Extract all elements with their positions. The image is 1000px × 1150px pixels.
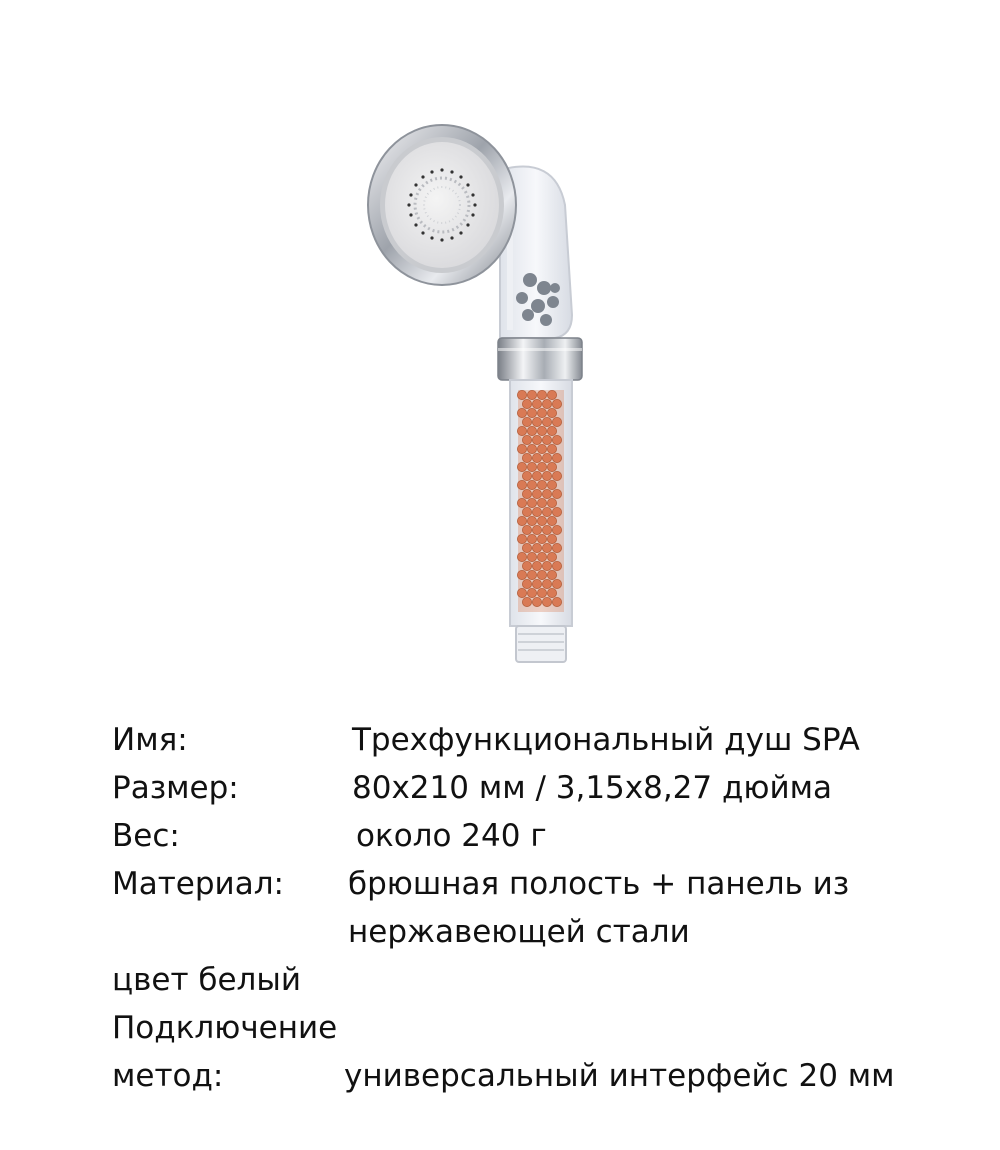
ceramic-ball <box>542 453 551 462</box>
ceramic-ball <box>537 498 546 507</box>
spec-value-connection: универсальный интерфейс 20 мм <box>344 1058 895 1094</box>
spec-color: цвет белый <box>112 962 301 998</box>
ceramic-ball <box>552 417 561 426</box>
ceramic-ball <box>542 399 551 408</box>
ceramic-ball <box>527 390 536 399</box>
ceramic-ball <box>522 579 531 588</box>
spec-label-size: Размер: <box>112 770 239 806</box>
ceramic-ball <box>517 390 526 399</box>
ceramic-ball <box>532 579 541 588</box>
ceramic-ball <box>527 480 536 489</box>
ceramic-ball <box>532 471 541 480</box>
ceramic-ball <box>517 444 526 453</box>
ceramic-ball <box>552 489 561 498</box>
ceramic-ball <box>522 543 531 552</box>
ceramic-ball <box>527 534 536 543</box>
ceramic-ball <box>537 552 546 561</box>
ceramic-ball <box>517 516 526 525</box>
ceramic-ball <box>547 426 556 435</box>
ceramic-ball <box>552 579 561 588</box>
ceramic-ball <box>522 453 531 462</box>
ceramic-ball <box>517 552 526 561</box>
spec-value-weight: около 240 г <box>356 818 547 854</box>
ceramic-ball <box>552 543 561 552</box>
ceramic-ball <box>522 489 531 498</box>
ceramic-ball <box>547 570 556 579</box>
ceramic-ball <box>552 471 561 480</box>
ceramic-ball <box>532 561 541 570</box>
spec-label-weight: Вес: <box>112 818 180 854</box>
ceramic-ball <box>517 588 526 597</box>
ceramic-ball <box>527 462 536 471</box>
spec-label-material: Материал: <box>112 866 284 902</box>
ceramic-ball <box>532 597 541 606</box>
spec-label-name: Имя: <box>112 722 188 758</box>
product-image <box>350 110 610 670</box>
ceramic-ball <box>532 435 541 444</box>
ceramic-ball <box>547 552 556 561</box>
ceramic-ball <box>547 498 556 507</box>
ceramic-ball <box>517 426 526 435</box>
ceramic-ball <box>537 408 546 417</box>
ceramic-ball <box>527 426 536 435</box>
ceramic-ball <box>537 480 546 489</box>
spec-label-connection-line2: метод: <box>112 1058 224 1094</box>
spec-value-material-line2: нержавеющей стали <box>348 914 690 950</box>
ceramic-ball <box>547 588 556 597</box>
ceramic-ball <box>517 534 526 543</box>
spec-label-connection-line1: Подключение <box>112 1010 338 1046</box>
ceramic-ball <box>537 426 546 435</box>
ceramic-ball <box>547 408 556 417</box>
ceramic-ball <box>517 570 526 579</box>
ceramic-ball <box>552 399 561 408</box>
ceramic-ball <box>532 525 541 534</box>
ceramic-ball <box>517 480 526 489</box>
ceramic-ball <box>542 471 551 480</box>
ceramic-ball <box>547 480 556 489</box>
ceramic-ball <box>527 570 536 579</box>
ceramic-ball <box>532 453 541 462</box>
ceramic-ball <box>547 390 556 399</box>
ceramic-ball <box>547 516 556 525</box>
ceramic-ball <box>547 444 556 453</box>
ceramic-ball <box>522 525 531 534</box>
ceramic-ball <box>552 597 561 606</box>
ceramic-ball <box>532 489 541 498</box>
ceramic-ball <box>517 408 526 417</box>
ceramic-ball <box>527 408 536 417</box>
ceramic-ball <box>542 417 551 426</box>
ceramic-ball <box>552 453 561 462</box>
ceramic-ball <box>542 507 551 516</box>
ceramic-ball <box>522 507 531 516</box>
ceramic-ball <box>517 462 526 471</box>
ceramic-ball <box>527 516 536 525</box>
ceramic-ball <box>527 444 536 453</box>
ceramic-ball <box>537 570 546 579</box>
ceramic-ball <box>517 498 526 507</box>
ceramic-ball <box>522 399 531 408</box>
ceramic-ball <box>552 525 561 534</box>
ceramic-ball <box>542 579 551 588</box>
ceramic-ball <box>537 444 546 453</box>
ceramic-ball <box>552 561 561 570</box>
ceramic-ball <box>537 462 546 471</box>
ceramic-ball <box>522 435 531 444</box>
ceramic-ball <box>537 534 546 543</box>
ceramic-ball <box>542 435 551 444</box>
ceramic-ball <box>532 417 541 426</box>
ceramic-ball <box>522 561 531 570</box>
ceramic-ball <box>542 525 551 534</box>
ceramic-ball <box>547 462 556 471</box>
spec-value-size: 80x210 мм / 3,15x8,27 дюйма <box>352 770 833 806</box>
ceramic-ball <box>542 561 551 570</box>
ceramic-ball <box>532 399 541 408</box>
ceramic-ball <box>542 597 551 606</box>
ceramic-ball <box>522 597 531 606</box>
ceramic-ball <box>522 417 531 426</box>
ceramic-ball <box>532 507 541 516</box>
spec-value-material-line1: брюшная полость + панель из <box>348 866 850 902</box>
ceramic-ball <box>537 390 546 399</box>
ceramic-ball <box>527 498 536 507</box>
shower-head-icon <box>350 110 610 670</box>
ceramic-ball <box>547 534 556 543</box>
ceramic-ball <box>522 471 531 480</box>
ceramic-ball <box>537 516 546 525</box>
ceramic-ball <box>552 435 561 444</box>
ceramic-ball <box>532 543 541 552</box>
spec-value-name: Трехфункциональный душ SPA <box>352 722 860 758</box>
ceramic-ball <box>552 507 561 516</box>
ceramic-ball <box>542 543 551 552</box>
ceramic-ball <box>527 588 536 597</box>
ceramic-ball <box>527 552 536 561</box>
ceramic-ball <box>542 489 551 498</box>
ceramic-ball <box>537 588 546 597</box>
